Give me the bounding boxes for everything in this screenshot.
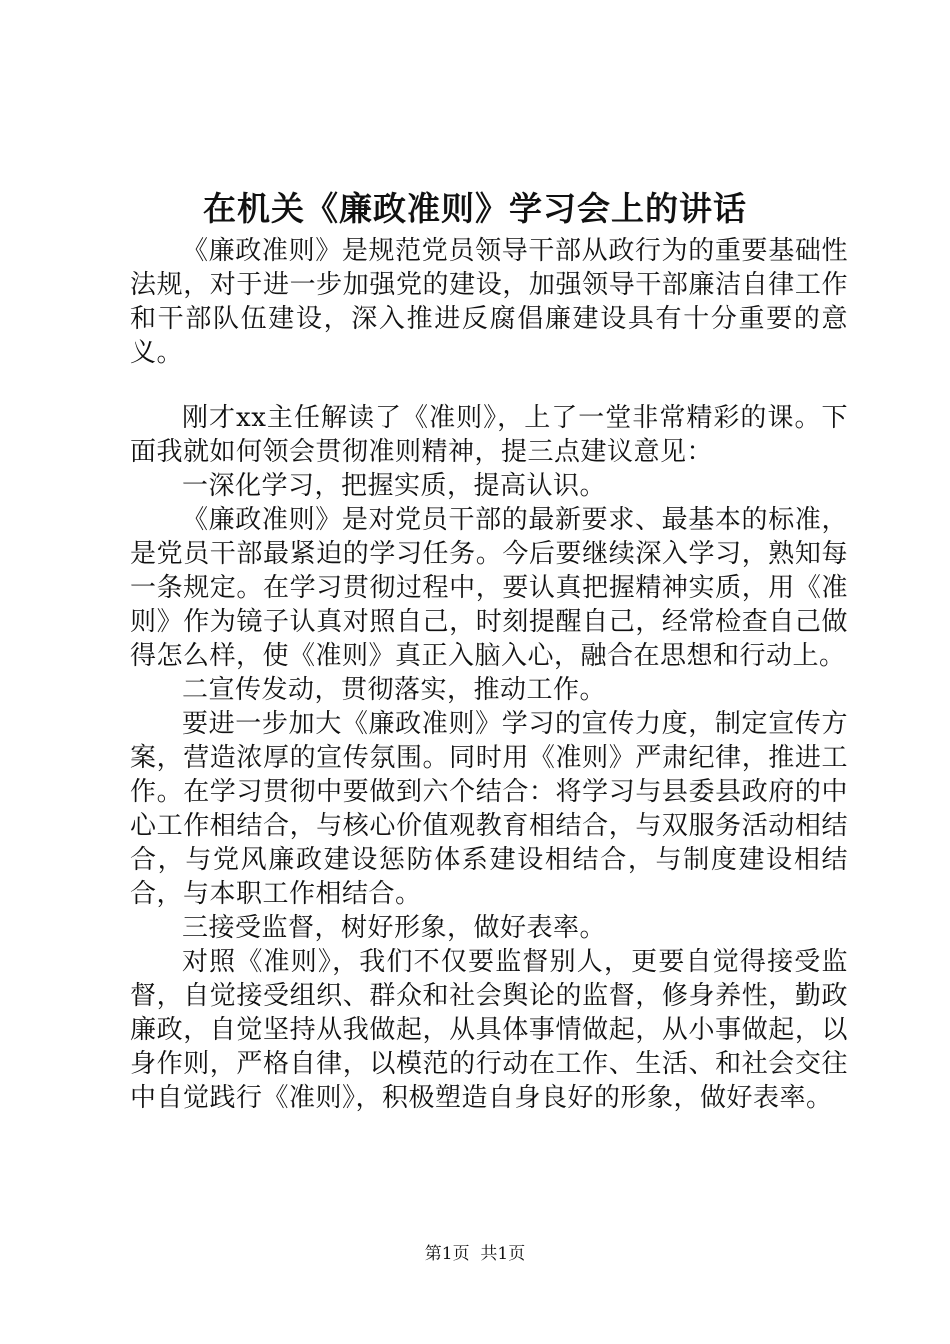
page-total: 共1页 [480, 1244, 526, 1264]
page-footer [0, 1242, 950, 1266]
paragraph-point-three: 对照《准则》，我们不仅要监督别人，更要自觉得接受监督，自觉接受组织、群众和社会舆论的监督，修身养性，勤政廉政，自觉坚持从我做起，从具体事情做起，从小事做起，以身作则，严格自律，以模范的行动在工作、生活、和社会交往中自觉践行《准则》，积极塑造自身良好的形象，做好表率。 [130, 947, 848, 1113]
paragraph-point-one: 《廉政准则》是对党员干部的最新要求、最基本的标准，是党员干部最紧迫的学习任务。今后要继续深入学习，熟知每一条规定。在学习贯彻过程中，要认真把握精神实质，用《准则》作为镜子认真对照自己，时刻提醒自己，经常检查自己做得怎么样，使《准则》真正入脑入心，融合在思想和行动上。 [130, 505, 848, 671]
heading-point-three: 三接受监督，树好形象，做好表率。 [182, 913, 607, 943]
page-number: 第1页 [424, 1244, 470, 1264]
paragraph-opening: 刚才xx主任解读了《准则》，上了一堂非常精彩的课。下面我就如何领会贯彻准则精神，提三点建议意见： [130, 403, 848, 467]
heading-point-one: 一深化学习，把握实质，提高认识。 [182, 471, 607, 501]
document-body [130, 234, 848, 1115]
document-title: 在机关《廉政准则》学习会上的讲话 [203, 189, 747, 228]
paragraph-point-two: 要进一步加大《廉政准则》学习的宣传力度，制定宣传方案，营造浓厚的宣传氛围。同时用《准则》严肃纪律，推进工作。在学习贯彻中要做到六个结合：将学习与县委县政府的中心工作相结合，与核心价值观教育相结合，与双服务活动相结合，与党风廉政建设惩防体系建设相结合，与制度建设相结合，与本职工作相结合。 [130, 709, 848, 909]
heading-point-two: 二宣传发动，贯彻落实，推动工作。 [182, 675, 607, 705]
paragraph-intro: 《廉政准则》是规范党员领导干部从政行为的重要基础性法规，对于进一步加强党的建设，加强领导干部廉洁自律工作和干部队伍建设，深入推进反腐倡廉建设具有十分重要的意义。 [130, 236, 848, 368]
